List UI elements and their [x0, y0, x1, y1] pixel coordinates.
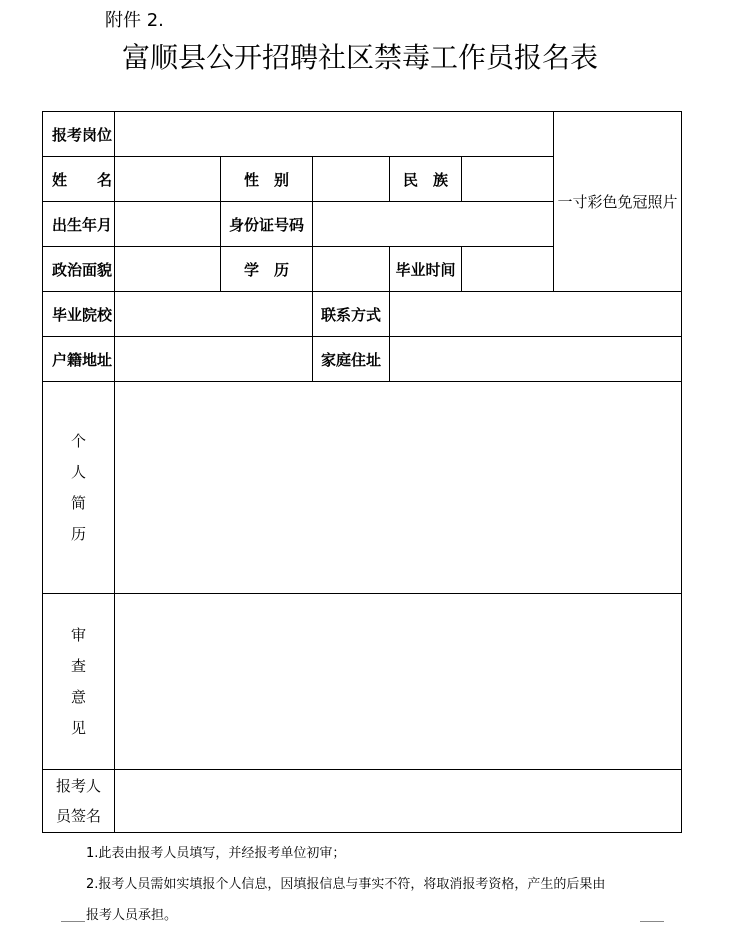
label-signature-line: 员签名 — [55, 807, 101, 825]
label-gender: 性 别 — [221, 157, 313, 202]
label-hukou-address: 户籍地址 — [43, 337, 115, 382]
label-home-address: 家庭住址 — [313, 337, 390, 382]
input-review-opinion[interactable] — [115, 594, 682, 770]
input-ethnicity[interactable] — [462, 157, 554, 202]
page-corner-mark-right — [640, 921, 664, 922]
note-line-1: 1.此表由报考人员填写，并经报考单位初审； — [86, 846, 346, 861]
input-resume[interactable] — [115, 382, 682, 594]
label-resume-char: 人 — [70, 462, 86, 481]
label-birth-date: 出生年月 — [43, 202, 115, 247]
label-resume-char: 个 — [70, 431, 86, 450]
input-gender[interactable] — [313, 157, 390, 202]
input-education[interactable] — [313, 247, 390, 292]
label-ethnicity: 民 族 — [390, 157, 462, 202]
input-name[interactable] — [115, 157, 221, 202]
input-contact[interactable] — [390, 292, 682, 337]
label-graduation-time: 毕业时间 — [390, 247, 462, 292]
input-hukou-address[interactable] — [115, 337, 313, 382]
attachment-number: 附件 2. — [105, 10, 164, 31]
label-contact: 联系方式 — [313, 292, 390, 337]
input-home-address[interactable] — [390, 337, 682, 382]
input-birth-date[interactable] — [115, 202, 221, 247]
label-name: 姓 名 — [43, 157, 115, 202]
label-resume-char: 历 — [70, 524, 86, 543]
label-education: 学 历 — [221, 247, 313, 292]
input-political-status[interactable] — [115, 247, 221, 292]
note-line-3: 报考人员承担。 — [86, 908, 178, 923]
label-signature — [43, 770, 115, 833]
label-id-number: 身份证号码 — [221, 202, 313, 247]
label-resume — [43, 382, 115, 594]
input-signature[interactable] — [115, 770, 682, 833]
form-title: 富顺县公开招聘社区禁毒工作员报名表 — [121, 41, 598, 74]
photo-box[interactable] — [554, 112, 682, 292]
registration-form-table — [42, 111, 682, 833]
label-review-char: 查 — [70, 656, 86, 675]
input-id-number[interactable] — [313, 202, 554, 247]
input-position[interactable] — [115, 112, 554, 157]
input-graduation-time[interactable] — [462, 247, 554, 292]
label-review-opinion — [43, 594, 115, 770]
label-review-char: 意 — [70, 687, 86, 706]
input-school[interactable] — [115, 292, 313, 337]
label-political-status: 政治面貌 — [43, 247, 115, 292]
label-signature-line: 报考人 — [55, 777, 101, 795]
label-resume-char: 简 — [70, 493, 86, 512]
label-review-char: 见 — [70, 718, 86, 737]
label-position: 报考岗位 — [43, 112, 115, 157]
note-line-2: 2.报考人员需如实填报个人信息，因填报信息与事实不符，将取消报考资格，产生的后果由 — [86, 877, 606, 892]
label-school: 毕业院校 — [43, 292, 115, 337]
label-review-char: 审 — [70, 625, 86, 644]
page-corner-mark-left — [61, 921, 85, 922]
photo-label: 一寸彩色免冠照片 — [557, 193, 678, 211]
